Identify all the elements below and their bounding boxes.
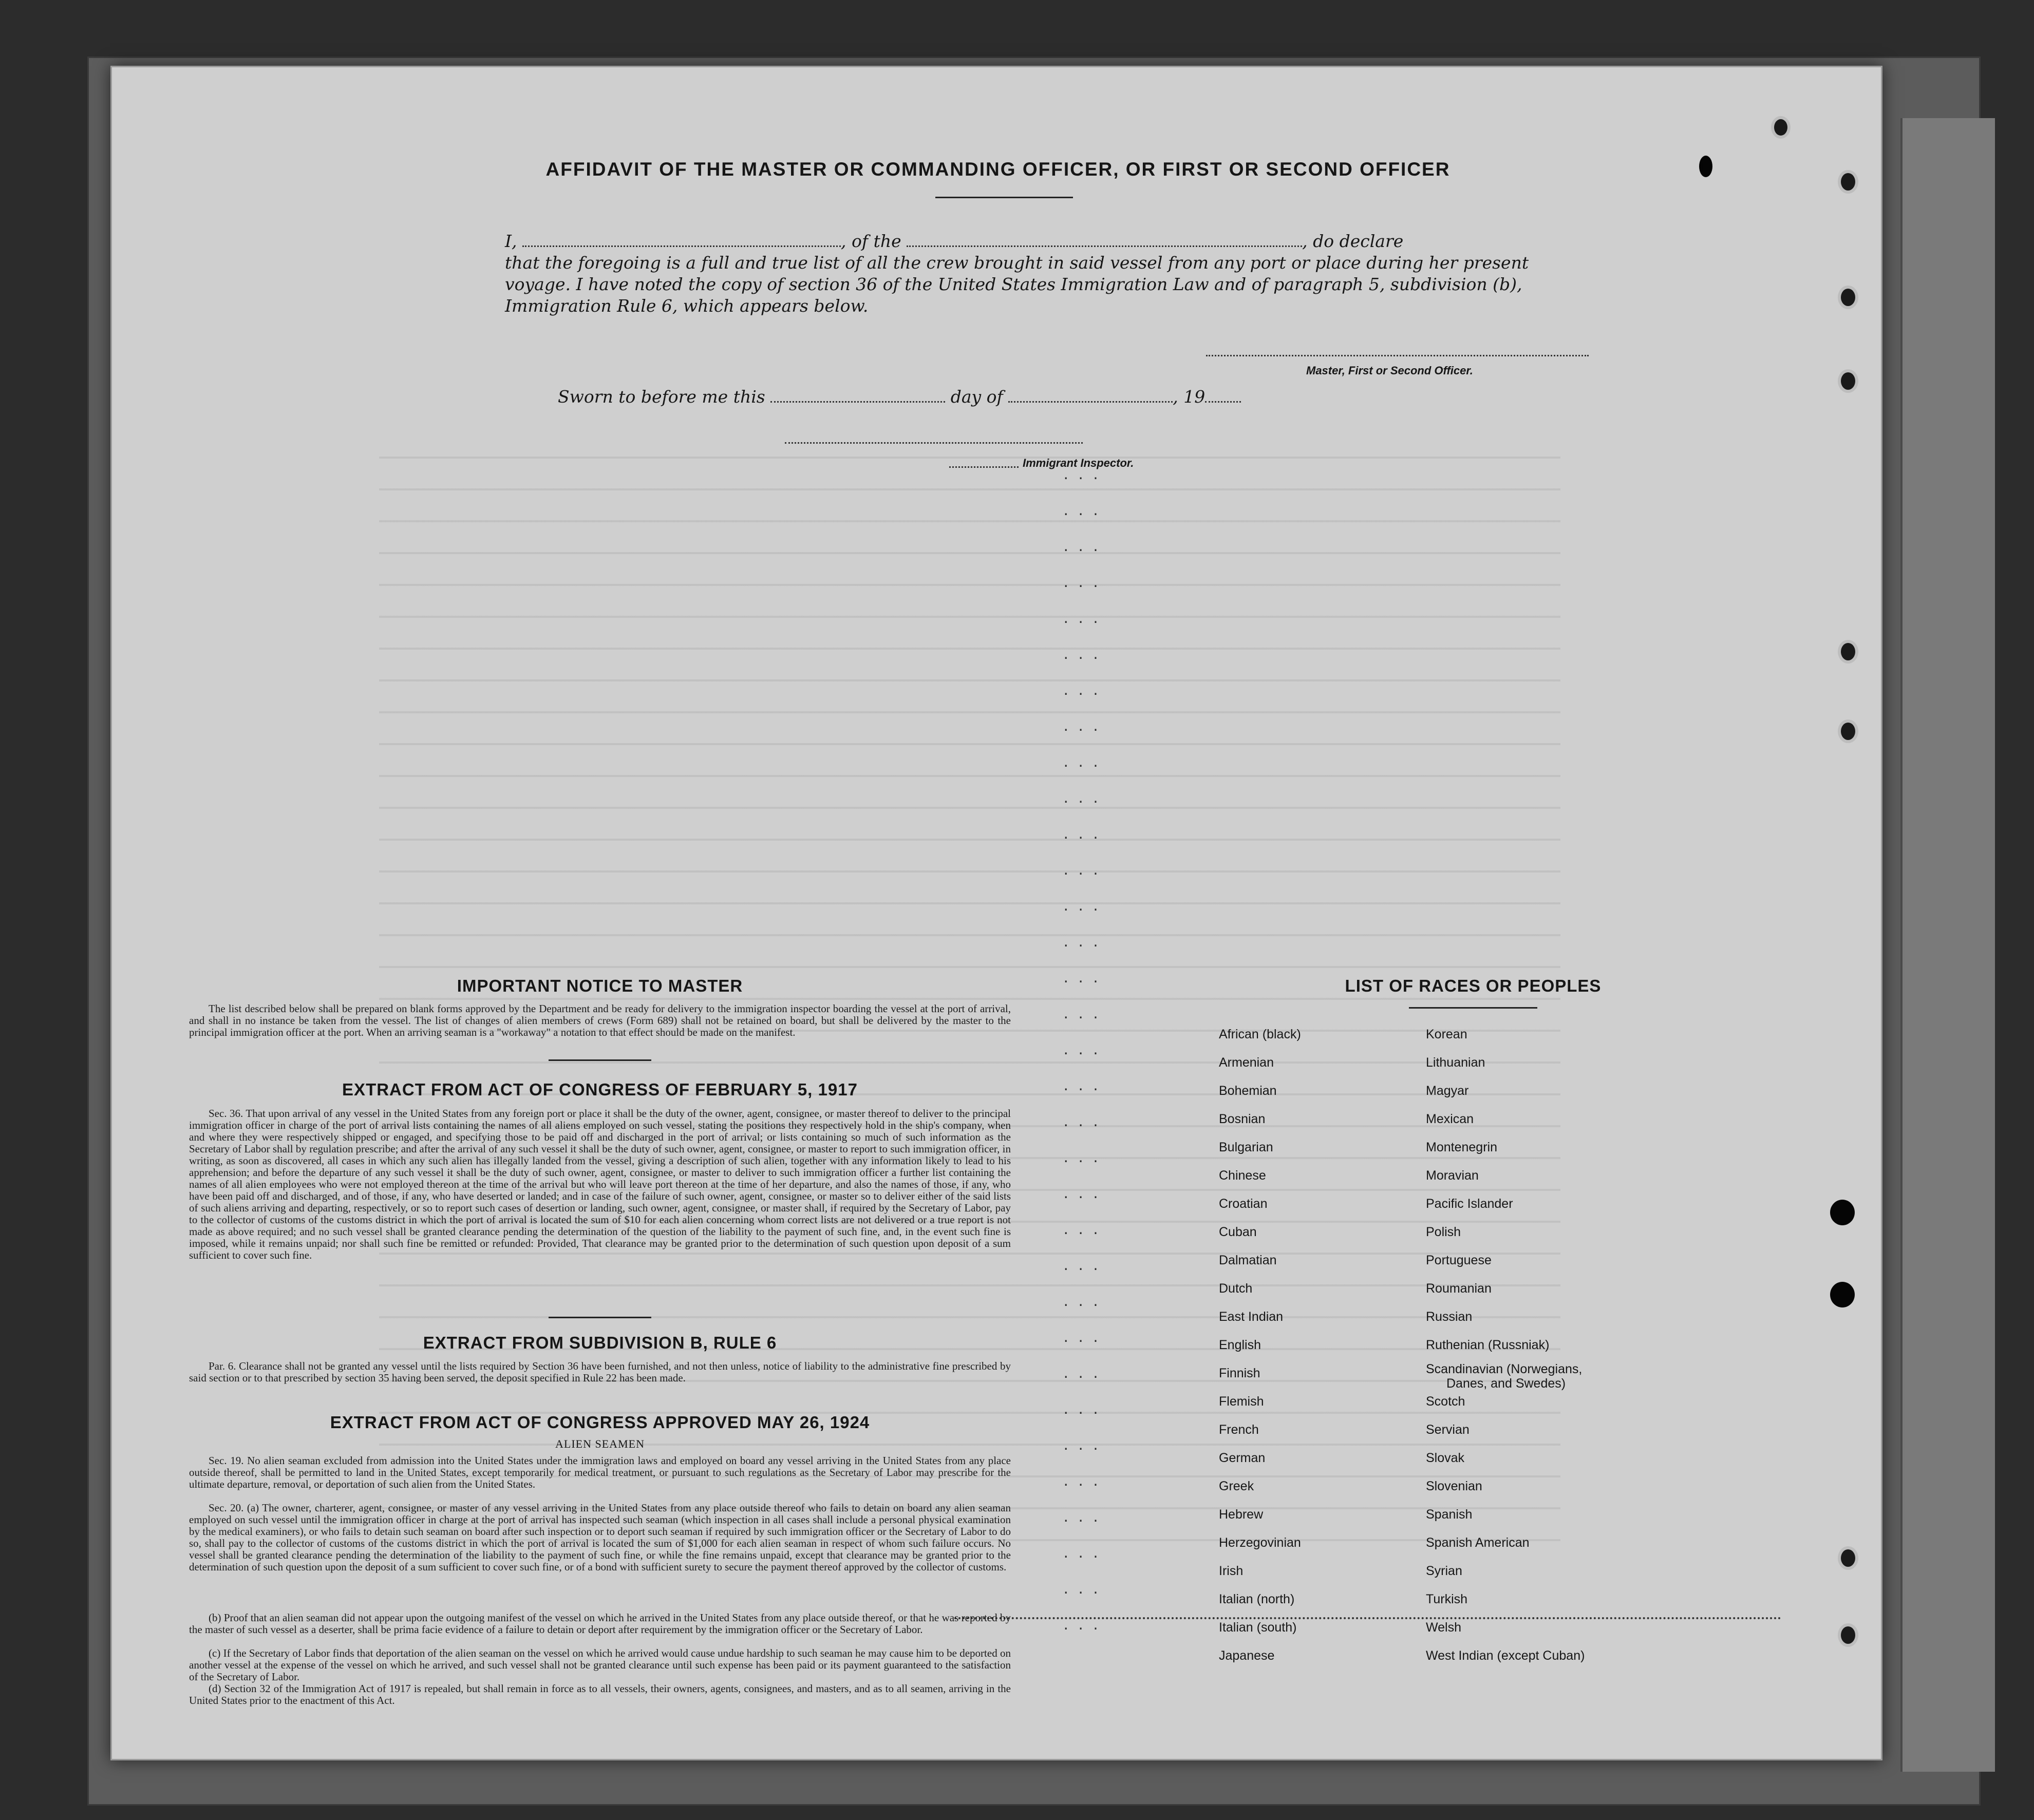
notice-text: The list described below shall be prepared on blank forms approved by the Department and be ready for delivery to the immigration inspector boarding the vessel at the port of arrival, and shall in no instance be taken from the vessel. The list of changes of alien members of crews (Form 689) shall not be retained on board, but shall be delivered by the master to the principal immigration officer at the port. When an arriving seaman is a "workaway" a notation to that effect should be made on the manifest. bbox=[189, 1002, 1011, 1038]
race-item: German bbox=[1219, 1451, 1266, 1465]
inspector-label: Immigrant Inspector. bbox=[1023, 457, 1134, 469]
underlying-sheet-edge bbox=[1900, 118, 1995, 1772]
title-underline bbox=[935, 197, 1073, 198]
dot-mark: . . . bbox=[1062, 1223, 1100, 1237]
race-item: West Indian (except Cuban) bbox=[1426, 1648, 1585, 1663]
race-item: Bosnian bbox=[1219, 1112, 1266, 1126]
dot-mark: . . . bbox=[1062, 827, 1100, 842]
sec19-text: Sec. 19. No alien seaman excluded from admission into the United States under the immigration laws and employed on board any vessel arriving in the United States from any place outside thereof, shall be permitted to land in the United States, except temporarily for medical treatment, or pursuant to such regulations as the Secretary of Labor may prescribe for the ultimate departure, removal, or deportation of such alien from the United States. bbox=[189, 1454, 1011, 1490]
punch-hole bbox=[1838, 640, 1858, 663]
race-item: French bbox=[1219, 1423, 1259, 1437]
sworn-day-field[interactable] bbox=[770, 397, 945, 403]
race-item: Ruthenian (Russniak) bbox=[1426, 1338, 1550, 1352]
race-item: Finnish bbox=[1219, 1366, 1260, 1380]
of-the-label: , of the bbox=[841, 231, 901, 251]
punch-hole bbox=[1838, 1623, 1858, 1647]
dot-mark: . . . bbox=[1062, 1402, 1100, 1417]
declaration-line-4: Immigration Rule 6, which appears below. bbox=[505, 296, 869, 316]
race-item: Cuban bbox=[1219, 1225, 1257, 1239]
do-declare-label: , do declare bbox=[1302, 231, 1404, 251]
punch-hole bbox=[1838, 719, 1858, 743]
extract-1924-heading: EXTRACT FROM ACT OF CONGRESS APPROVED MAY 26, 1924 bbox=[330, 1413, 870, 1432]
affidavit-page bbox=[110, 66, 1882, 1760]
dot-mark: . . . bbox=[1062, 1331, 1100, 1345]
race-item: Portuguese bbox=[1426, 1253, 1492, 1267]
sworn-month-field[interactable] bbox=[1008, 397, 1173, 403]
dot-mark: . . . bbox=[1062, 1115, 1100, 1129]
race-item: Hebrew bbox=[1219, 1507, 1264, 1522]
section-divider bbox=[549, 1059, 651, 1061]
day-of-label: day of bbox=[950, 387, 1003, 407]
dot-mark: . . . bbox=[1062, 719, 1100, 734]
race-item: English bbox=[1219, 1338, 1261, 1352]
race-item: Japanese bbox=[1219, 1648, 1275, 1663]
race-item: Moravian bbox=[1426, 1168, 1479, 1183]
sworn-line bbox=[558, 387, 1241, 407]
race-item: Slovak bbox=[1426, 1451, 1465, 1465]
section-divider bbox=[549, 1317, 651, 1318]
race-item: Turkish bbox=[1426, 1592, 1468, 1606]
dot-mark: . . . bbox=[1062, 468, 1100, 482]
race-item: Scandinavian (Norwegians, bbox=[1426, 1362, 1583, 1376]
master-signature-label: Master, First or Second Officer. bbox=[1306, 364, 1473, 377]
dot-mark: . . . bbox=[1062, 648, 1100, 662]
dot-mark: . . . bbox=[1062, 1438, 1100, 1453]
race-item: Chinese bbox=[1219, 1168, 1266, 1183]
dot-mark: . . . bbox=[1062, 1618, 1100, 1633]
race-item: Montenegrin bbox=[1426, 1140, 1497, 1154]
dot-mark: . . . bbox=[1062, 1187, 1100, 1201]
race-item: Herzegovinian bbox=[1219, 1535, 1301, 1550]
dot-mark: . . . bbox=[1062, 1582, 1100, 1597]
master-signature-field[interactable] bbox=[1206, 355, 1589, 356]
extract-rule6-heading: EXTRACT FROM SUBDIVISION B, RULE 6 bbox=[423, 1333, 777, 1352]
name-field[interactable] bbox=[522, 241, 841, 247]
year-prefix: , 19 bbox=[1173, 387, 1206, 407]
extract-1917-heading: EXTRACT FROM ACT OF CONGRESS OF FEBRUARY 5, 1917 bbox=[342, 1080, 858, 1099]
race-item: Roumanian bbox=[1426, 1281, 1492, 1296]
race-item: Welsh bbox=[1426, 1620, 1462, 1635]
dot-mark: . . . bbox=[1062, 1043, 1100, 1057]
race-item: Dalmatian bbox=[1219, 1253, 1277, 1267]
race-item: African (black) bbox=[1219, 1027, 1301, 1041]
race-item: East Indian bbox=[1219, 1310, 1284, 1324]
dot-mark: . . . bbox=[1062, 791, 1100, 806]
dot-mark: . . . bbox=[1062, 1259, 1100, 1273]
race-item: Bohemian bbox=[1219, 1084, 1277, 1098]
races-heading: LIST OF RACES OR PEOPLES bbox=[1345, 976, 1602, 995]
race-item: Spanish American bbox=[1426, 1535, 1530, 1550]
dot-mark: . . . bbox=[1062, 612, 1100, 626]
race-item: Dutch bbox=[1219, 1281, 1253, 1296]
dot-mark: . . . bbox=[1062, 935, 1100, 950]
sec20d-text: (d) Section 32 of the Immigration Act of 1917 is repealed, but shall remain in force as to all vessels, their owners, agents, consignees, and masters, and as to all seamen, arriving in the United States prior to the enactment of this Act. bbox=[189, 1682, 1011, 1707]
dot-mark: . . . bbox=[1062, 576, 1100, 590]
sec20c-text: (c) If the Secretary of Labor finds that deportation of the alien seaman on the vessel on which he arrived would cause undue hardship to such seaman he may cause him to be deported on another vessel at the expense of the vessel on which he arrived, and such vessel shall not be granted clearance until such expense has been paid or its payment guaranteed to the satisfaction of the Secretary of Labor. bbox=[189, 1647, 1011, 1683]
dot-mark: . . . bbox=[1062, 1079, 1100, 1093]
dot-mark: . . . bbox=[1062, 1007, 1100, 1021]
declaration-line-3: voyage. I have noted the copy of section 36 of the United States Immigration Law and of paragraph 5, subdivision (b), bbox=[505, 274, 1522, 294]
affidavit-title: AFFIDAVIT OF THE MASTER OR COMMANDING OFFICER, OR FIRST OR SECOND OFFICER bbox=[545, 159, 1451, 180]
punch-hole bbox=[1771, 116, 1791, 139]
dot-mark: . . . bbox=[1062, 540, 1100, 554]
dot-mark: . . . bbox=[1062, 899, 1100, 914]
dot-mark: . . . bbox=[1062, 863, 1100, 878]
dot-mark: . . . bbox=[1062, 1367, 1100, 1381]
dot-mark: . . . bbox=[1062, 1510, 1100, 1525]
races-underline bbox=[1409, 1007, 1537, 1009]
race-item: Magyar bbox=[1426, 1084, 1469, 1098]
race-item: Slovenian bbox=[1426, 1479, 1482, 1493]
race-item: Korean bbox=[1426, 1027, 1467, 1041]
race-item: Russian bbox=[1426, 1310, 1473, 1324]
inspector-name-field[interactable] bbox=[949, 466, 1019, 468]
race-item: Italian (south) bbox=[1219, 1620, 1297, 1635]
dot-mark: . . . bbox=[1062, 504, 1100, 518]
race-item: Scotch bbox=[1426, 1394, 1465, 1409]
dotted-divider bbox=[954, 1617, 1781, 1619]
sworn-year-field[interactable] bbox=[1205, 397, 1241, 403]
dot-mark: . . . bbox=[1062, 1151, 1100, 1165]
declaration-line-1 bbox=[505, 231, 1594, 252]
race-item: Servian bbox=[1426, 1423, 1470, 1437]
dot-mark: . . . bbox=[1062, 755, 1100, 770]
race-item: Lithuanian bbox=[1426, 1055, 1485, 1070]
race-item: Mexican bbox=[1426, 1112, 1474, 1126]
race-item: Polish bbox=[1426, 1225, 1461, 1239]
race-item: Italian (north) bbox=[1219, 1592, 1295, 1606]
race-item: Croatian bbox=[1219, 1197, 1268, 1211]
notice-heading: IMPORTANT NOTICE TO MASTER bbox=[457, 976, 743, 995]
dot-mark: . . . bbox=[1062, 1546, 1100, 1561]
declaration-line-2: that the foregoing is a full and true list of all the crew brought in said vessel from any port or place during her present bbox=[505, 253, 1529, 273]
punch-hole bbox=[1838, 369, 1858, 393]
race-item: Spanish bbox=[1426, 1507, 1473, 1522]
i-label: I, bbox=[505, 231, 517, 251]
punch-hole bbox=[1838, 1546, 1858, 1570]
race-item: Syrian bbox=[1426, 1564, 1462, 1578]
race-item: Flemish bbox=[1219, 1394, 1264, 1409]
race-item: Pacific Islander bbox=[1426, 1197, 1513, 1211]
dot-mark: . . . bbox=[1062, 1474, 1100, 1489]
sec20b-text: (b) Proof that an alien seaman did not appear upon the outgoing manifest of the vessel on which he arrived in the United States from any place outside thereof, or that he was reported by the master of such vessel as a deserter, shall be prima facie evidence of a failure to detain or deport after requirement by the immigration officer or the Secretary of Labor. bbox=[189, 1612, 1011, 1636]
sworn-label: Sworn to before me this bbox=[558, 387, 765, 407]
dot-mark: . . . bbox=[1062, 684, 1100, 698]
race-item: Bulgarian bbox=[1219, 1140, 1273, 1154]
punch-hole bbox=[1830, 1200, 1855, 1225]
dot-mark: . . . bbox=[1062, 1295, 1100, 1309]
inspector-signature-field[interactable] bbox=[785, 442, 1083, 444]
sec20-text: Sec. 20. (a) The owner, charterer, agent, consignee, or master of any vessel arriving in the United States from any place outside thereof who fails to detain on board any alien seaman employed on such vessel until the immigration officer in charge at the port of arrival has inspected such seaman (which inspection in all cases shall include a personal physical examination by the medical examiners), or who fails to detain such seaman on board after such inspection or to deport such seaman if required by such immigration officer or the Secretary of Labor to do so, shall pay to the collector of customs of the customs district in which the port of arrival is located the sum of $1,000 for each alien seaman in respect of whom such failure occurs. No vessel shall be granted clearance pending the determination of the liability to the payment of such fine, or while the fine remains unpaid, except that clearance may be granted prior to the determination of such question upon the deposit of a sum sufficient to cover such fine, or of a bond with sufficient surety to secure the payment thereof approved by the collector of customs. bbox=[189, 1502, 1011, 1573]
race-item: Danes, and Swedes) bbox=[1446, 1376, 1566, 1391]
race-item: Irish bbox=[1219, 1564, 1244, 1578]
dot-mark: . . . bbox=[1062, 971, 1100, 985]
extract-rule6-text: Par. 6. Clearance shall not be granted any vessel until the lists required by Section 36 have been furnished, and not then unless, notice of liability to the administrative fine prescribed by said section or to that prescribed by section 35 having been served, the deposit specified in Rule 22 has been made. bbox=[189, 1360, 1011, 1384]
alien-seamen-subheading: ALIEN SEAMEN bbox=[555, 1437, 645, 1450]
punch-hole bbox=[1838, 286, 1858, 309]
race-item: Greek bbox=[1219, 1479, 1254, 1493]
race-item: Armenian bbox=[1219, 1055, 1274, 1070]
vessel-field[interactable] bbox=[907, 241, 1302, 247]
extract-1917-text: Sec. 36. That upon arrival of any vessel in the United States from any foreign port or place it shall be the duty of the owner, agent, consignee, or master thereof to deliver to the principal immigration officer in charge of the port of arrival lists containing the names of all aliens employed on such vessel, stating the positions they respectively hold in the ship's company, when and where they were respectively shipped or engaged, and specifying those to be paid off and discharged in the port of arrival; or lists containing so much of such information as the Secretary of Labor shall by regulation prescribe; and after the arrival of any such vessel it shall be the duty of such owner, agent, consignee, or master to report to such immigration officer, in writing, as soon as discovered, all cases in which any such alien has illegally landed from the vessel, giving a description of such alien, together with any information likely to lead to his apprehension; and before the departure of any such vessel it shall be the duty of such owner, agent, consignee, or master to deliver to such immigration officer a further list containing the names of all alien employees who were not employed thereon at the time of the arrival but who will leave port thereon at the time of her departure, and also the names of those, if any, who have been paid off and discharged, and of those, if any, who have deserted or landed; and in case of the failure of such owner, agent, consignee, or master so to deliver either of the said lists of such aliens arriving and departing, respectively, or so to report such cases of desertion or landing, such owner, agent, consignee, or master shall, if required by the Secretary of Labor, pay to the collector of customs of the customs district in which the port of arrival is located the sum of $10 for each alien concerning whom correct lists are not delivered or a true report is not made as above required; and no such vessel shall be granted clearance pending the determination of the question of the liability to the payment of such fine, and, in the event such fine is imposed, while it remains unpaid; nor shall such fine be remitted or refunded: Provided, That clearance may be granted prior to the determination of such question upon deposit of a sum sufficient to cover such fine. bbox=[189, 1107, 1011, 1261]
punch-hole bbox=[1830, 1282, 1855, 1307]
